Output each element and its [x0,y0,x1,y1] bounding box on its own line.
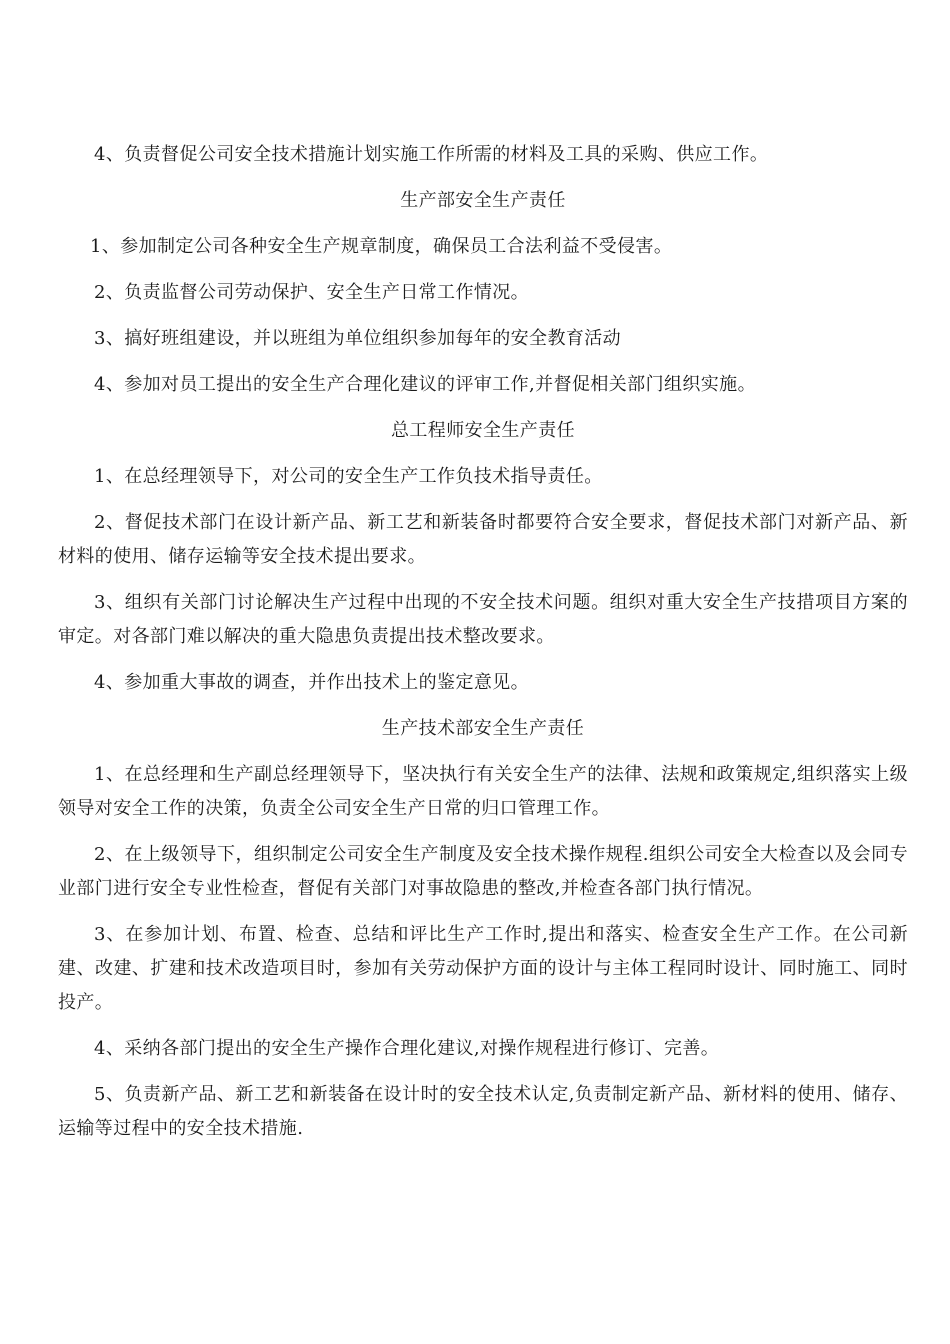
paragraph: 3、组织有关部门讨论解决生产过程中出现的不安全技术问题。组织对重大安全生产技措项目方案的审定。对各部门难以解决的重大隐患负责提出技术整改要求。 [58,592,908,647]
paragraph: 3、搞好班组建设，并以班组为单位组织参加每年的安全教育活动 [94,328,622,349]
section-heading-chief-engineer: 总工程师安全生产责任 [391,420,575,441]
paragraph: 1、参加制定公司各种安全生产规章制度，确保员工合法利益不受侵害。 [90,236,673,257]
section-heading-production-dept: 生产部安全生产责任 [400,190,566,211]
paragraph: 4、采纳各部门提出的安全生产操作合理化建议,对操作规程进行修订、完善。 [94,1038,720,1059]
paragraph: 2、督促技术部门在设计新产品、新工艺和新装备时都要符合安全要求，督促技术部门对新产品、新材料的使用、储存运输等安全技术提出要求。 [58,512,908,567]
paragraph: 2、在上级领导下，组织制定公司安全生产制度及安全技术操作规程.组织公司安全大检查以及会同专业部门进行安全专业性检查，督促有关部门对事故隐患的整改,并检查各部门执行情况。 [58,844,908,899]
paragraph: 3、在参加计划、布置、检查、总结和评比生产工作时,提出和落实、检查安全生产工作。在公司新建、改建、扩建和技术改造项目时，参加有关劳动保护方面的设计与主体工程同时设计、同时施工、同时投产。 [58,924,908,1013]
paragraph: 5、负责新产品、新工艺和新装备在设计时的安全技术认定,负责制定新产品、新材料的使用、储存、运输等过程中的安全技术措施. [58,1084,908,1139]
section-heading-production-tech-dept: 生产技术部安全生产责任 [381,718,585,739]
paragraph: 4、参加对员工提出的安全生产合理化建议的评审工作,并督促相关部门组织实施。 [94,374,756,395]
paragraph: 4、负责督促公司安全技术措施计划实施工作所需的材料及工具的采购、供应工作。 [94,144,769,165]
paragraph: 1、在总经理领导下，对公司的安全生产工作负技术指导责任。 [94,466,603,487]
paragraph: 2、负责监督公司劳动保护、安全生产日常工作情况。 [94,282,530,303]
paragraph: 4、参加重大事故的调查，并作出技术上的鉴定意见。 [94,672,530,693]
document-page [58,138,908,1158]
paragraph: 1、在总经理和生产副总经理领导下，坚决执行有关安全生产的法律、法规和政策规定,组织落实上级领导对安全工作的决策，负责全公司安全生产日常的归口管理工作。 [58,764,908,819]
